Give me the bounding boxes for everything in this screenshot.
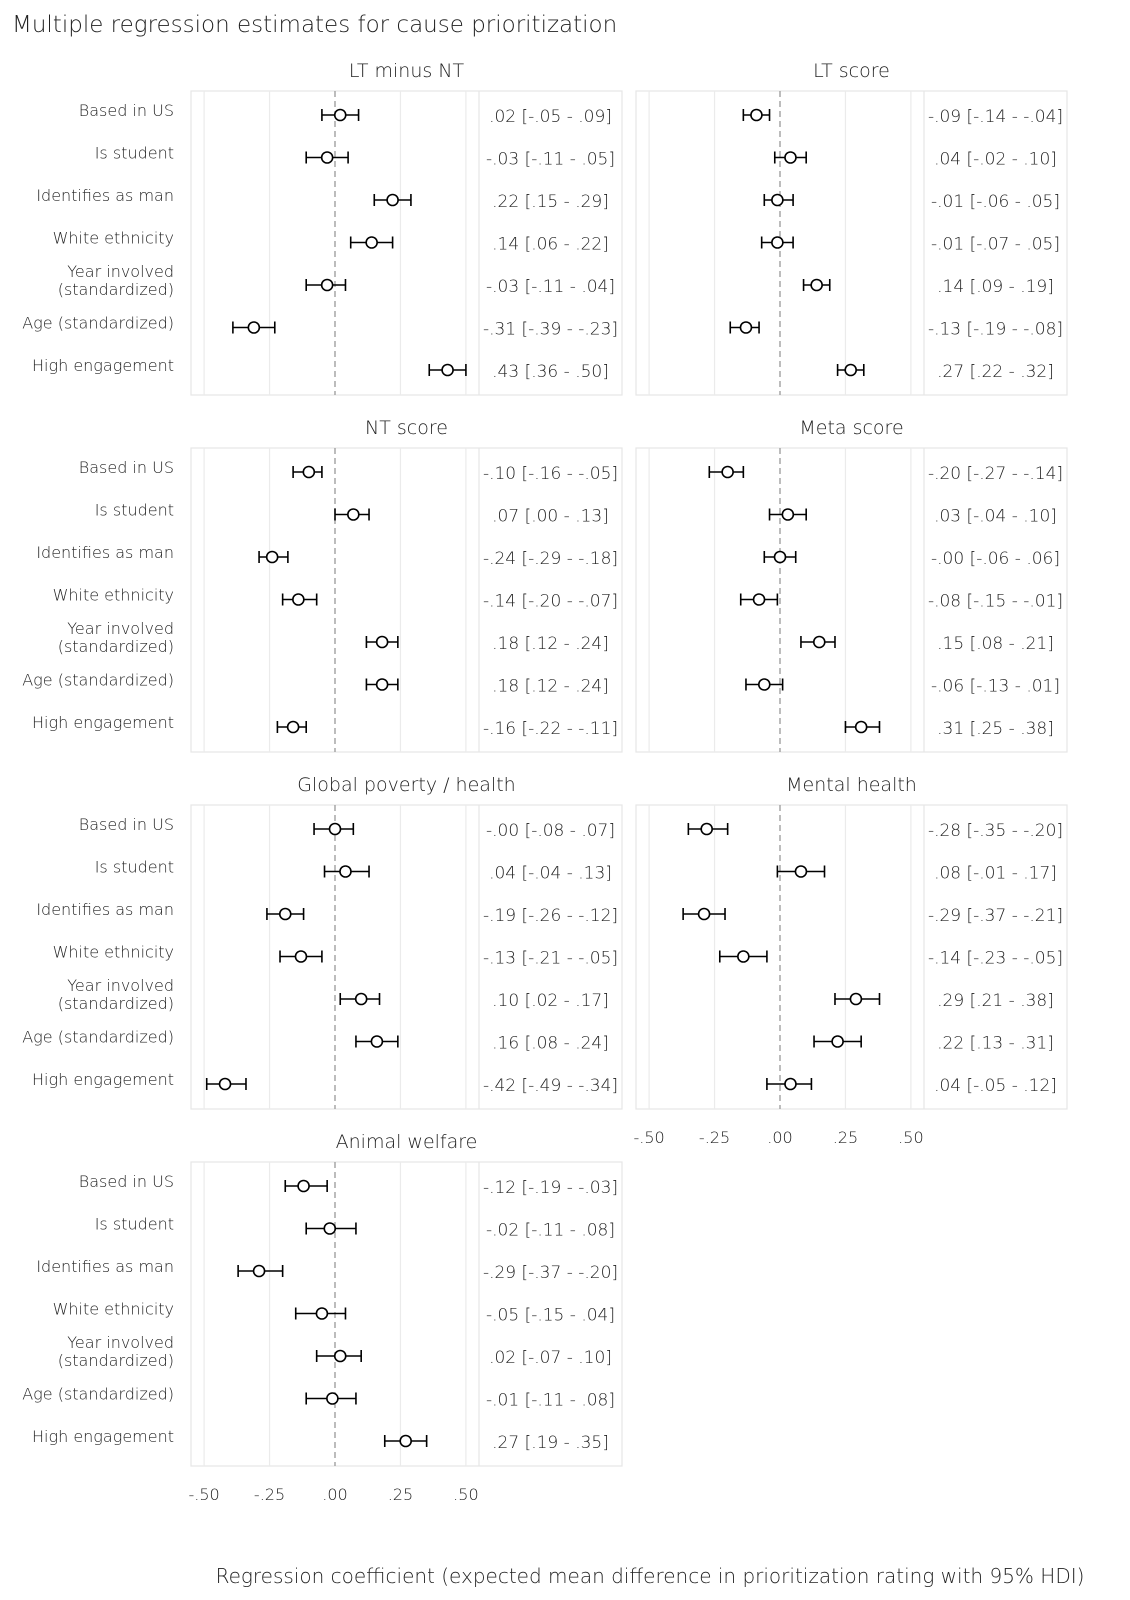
estimate-value-label: -.00 [-.06 - .06] — [931, 549, 1060, 569]
point-estimate — [701, 824, 712, 835]
panel-animal-welfare — [22, 1131, 622, 1466]
estimate-value-label: -.08 [-.15 - -.01] — [927, 591, 1064, 612]
estimate-value-label: .43 [.36 - .50] — [492, 362, 609, 382]
estimate-value-label: -.01 [-.11 - .08] — [486, 1390, 615, 1411]
estimate-value-label: .22 [.15 - .29] — [492, 192, 609, 212]
estimate-value-label: .16 [.08 - .24] — [492, 1033, 609, 1054]
estimate-value-label: -.01 [-.07 - .05] — [931, 234, 1060, 255]
panel-title: Meta score — [799, 417, 904, 439]
x-tick-label: .25 — [387, 1485, 414, 1504]
predictor-label: Age (standardized) — [22, 313, 174, 333]
point-estimate — [400, 1436, 411, 1447]
point-estimate — [335, 1351, 346, 1362]
estimate-value-label: .29 [.21 - .38] — [937, 991, 1054, 1011]
estimate-value-label: .15 [.08 - .21] — [937, 634, 1054, 654]
point-estimate — [316, 1308, 327, 1319]
point-estimate — [845, 365, 856, 376]
estimate-value-label: .14 [.09 - .19] — [937, 277, 1054, 297]
x-axis-right — [633, 1128, 923, 1147]
point-estimate — [254, 1266, 265, 1277]
panel-nt-score — [22, 417, 622, 752]
estimate-value-label: .02 [-.07 - .10] — [489, 1348, 612, 1368]
predictor-label: Age (standardized) — [22, 1384, 174, 1404]
estimate-value-label: .31 [.25 - .38] — [937, 719, 1054, 739]
point-estimate — [699, 909, 710, 920]
point-estimate — [295, 951, 306, 962]
estimate-value-label: -.20 [-.27 - -.14] — [927, 464, 1064, 484]
x-tick-label: -.25 — [253, 1485, 286, 1504]
figure-title: Multiple regression estimates for cause prioritization — [12, 12, 618, 38]
estimate-value-label: .04 [-.02 - .10] — [934, 149, 1057, 170]
panel-title: Animal welfare — [335, 1131, 478, 1153]
estimate-value-label: -.24 [-.29 - -.18] — [482, 549, 619, 569]
point-estimate — [327, 1393, 338, 1404]
estimate-value-label: -.09 [-.14 - -.04] — [927, 107, 1064, 127]
point-estimate — [220, 1079, 231, 1090]
estimate-value-label: .03 [-.04 - .10] — [934, 506, 1057, 527]
point-estimate — [377, 679, 388, 690]
predictor-label: Is student — [94, 143, 174, 163]
estimate-value-label: -.00 [-.08 - .07] — [486, 821, 615, 841]
panel-global-poverty-health — [22, 774, 622, 1109]
point-estimate — [248, 322, 259, 333]
panel-title: LT score — [813, 60, 890, 82]
point-estimate — [288, 722, 299, 733]
predictor-label: High engagement — [32, 1070, 174, 1089]
panel-title: NT score — [365, 417, 448, 439]
point-estimate — [348, 509, 359, 520]
point-estimate — [751, 110, 762, 121]
point-estimate — [298, 1181, 309, 1192]
point-estimate — [775, 552, 786, 563]
panels-group — [22, 60, 1067, 1466]
point-estimate — [322, 280, 333, 291]
point-estimate — [442, 365, 453, 376]
estimate-value-label: .18 [.12 - .24] — [492, 676, 609, 697]
estimate-value-label: .27 [.19 - .35] — [492, 1433, 609, 1453]
predictor-label: Is student — [94, 500, 174, 520]
predictor-label: White ethnicity — [52, 585, 174, 605]
estimate-value-label: .22 [.13 - .31] — [937, 1033, 1054, 1054]
estimate-value-label: -.19 [-.26 - -.12] — [482, 906, 619, 926]
x-tick-label: .00 — [322, 1485, 348, 1504]
panel-title: LT minus NT — [348, 60, 465, 82]
point-estimate — [293, 594, 304, 605]
point-estimate — [366, 237, 377, 248]
point-estimate — [795, 866, 806, 877]
estimate-value-label: -.31 [-.39 - -.23] — [482, 319, 619, 340]
point-estimate — [335, 110, 346, 121]
predictor-label: Year involved (standardized) — [57, 1333, 174, 1370]
predictor-label: Age (standardized) — [22, 1027, 174, 1047]
point-estimate — [340, 866, 351, 877]
estimate-value-label: -.03 [-.11 - .04] — [486, 277, 615, 297]
predictor-label: Is student — [94, 1214, 174, 1234]
estimate-value-label: -.14 [-.23 - -.05] — [927, 948, 1064, 969]
predictor-label: Based in US — [78, 101, 174, 120]
predictor-label: High engagement — [32, 1427, 174, 1446]
point-estimate — [785, 152, 796, 163]
estimate-value-label: -.01 [-.06 - .05] — [931, 192, 1060, 212]
predictor-label: White ethnicity — [52, 228, 174, 248]
panel-meta-score — [636, 417, 1067, 752]
estimate-value-label: -.05 [-.15 - .04] — [486, 1305, 615, 1326]
x-axis-title: Regression coefficient (expected mean difference in prioritization rating with 95% HDI) — [215, 1564, 1085, 1588]
point-estimate — [785, 1079, 796, 1090]
x-tick-label: .50 — [453, 1485, 479, 1504]
estimate-value-label: .07 [.00 - .13] — [492, 506, 609, 527]
point-estimate — [722, 467, 733, 478]
point-estimate — [850, 994, 861, 1005]
predictor-label: Year involved (standardized) — [57, 619, 174, 656]
estimate-value-label: -.29 [-.37 - -.21] — [927, 906, 1064, 926]
estimate-value-label: .27 [.22 - .32] — [937, 362, 1054, 382]
predictor-label: Identifies as man — [36, 543, 174, 562]
predictor-label: Based in US — [78, 458, 174, 477]
predictor-label: High engagement — [32, 713, 174, 732]
estimate-value-label: -.02 [-.11 - .08] — [486, 1220, 615, 1241]
estimate-value-label: .04 [-.05 - .12] — [934, 1076, 1057, 1096]
estimate-value-label: -.13 [-.19 - -.08] — [927, 319, 1064, 340]
point-estimate — [356, 994, 367, 1005]
estimate-value-label: -.13 [-.21 - -.05] — [482, 948, 619, 969]
panel-lt-score — [636, 60, 1067, 395]
predictor-label: Identifies as man — [36, 900, 174, 919]
predictor-label: Based in US — [78, 1172, 174, 1191]
x-tick-label: -.50 — [188, 1485, 220, 1504]
x-axis-left — [188, 1485, 478, 1504]
predictor-label: Year involved (standardized) — [57, 976, 174, 1013]
estimate-value-label: -.03 [-.11 - .05] — [486, 149, 615, 170]
estimate-value-label: .14 [.06 - .22] — [492, 234, 609, 255]
estimate-value-label: -.29 [-.37 - -.20] — [482, 1263, 619, 1283]
estimate-value-label: -.42 [-.49 - -.34] — [482, 1076, 619, 1096]
estimate-value-label: -.12 [-.19 - -.03] — [482, 1178, 619, 1198]
point-estimate — [832, 1036, 843, 1047]
x-tick-label: .50 — [898, 1128, 924, 1147]
x-tick-label: -.50 — [633, 1128, 665, 1147]
estimate-value-label: .10 [.02 - .17] — [492, 991, 609, 1011]
point-estimate — [738, 951, 749, 962]
estimate-value-label: -.14 [-.20 - -.07] — [482, 591, 619, 612]
estimate-value-label: .18 [.12 - .24] — [492, 634, 609, 654]
x-tick-label: .25 — [832, 1128, 859, 1147]
predictor-label: White ethnicity — [52, 942, 174, 962]
predictor-label: Is student — [94, 857, 174, 877]
predictor-label: White ethnicity — [52, 1299, 174, 1319]
point-estimate — [754, 594, 765, 605]
point-estimate — [856, 722, 867, 733]
point-estimate — [759, 679, 770, 690]
panel-title: Global poverty / health — [297, 774, 516, 796]
estimate-value-label: .08 [-.01 - .17] — [934, 863, 1057, 884]
estimate-value-label: -.10 [-.16 - -.05] — [482, 464, 619, 484]
estimate-value-label: -.28 [-.35 - -.20] — [927, 821, 1064, 841]
point-estimate — [280, 909, 291, 920]
panel-mental-health — [636, 774, 1067, 1109]
panel-title: Mental health — [786, 774, 917, 796]
point-estimate — [267, 552, 278, 563]
panel-lt-minus-nt — [22, 60, 622, 395]
point-estimate — [814, 637, 825, 648]
estimate-value-label: -.16 [-.22 - -.11] — [482, 719, 619, 739]
predictor-label: High engagement — [32, 356, 174, 375]
point-estimate — [387, 195, 398, 206]
x-tick-label: -.25 — [698, 1128, 731, 1147]
point-estimate — [782, 509, 793, 520]
point-estimate — [371, 1036, 382, 1047]
predictor-label: Based in US — [78, 815, 174, 834]
point-estimate — [377, 637, 388, 648]
estimate-value-label: .04 [-.04 - .13] — [489, 863, 612, 884]
predictor-label: Identifies as man — [36, 186, 174, 205]
point-estimate — [811, 280, 822, 291]
point-estimate — [330, 824, 341, 835]
estimate-value-label: -.06 [-.13 - .01] — [931, 676, 1060, 697]
predictor-label: Year involved (standardized) — [57, 262, 174, 299]
point-estimate — [324, 1223, 335, 1234]
estimate-value-label: .02 [-.05 - .09] — [489, 107, 612, 127]
point-estimate — [772, 195, 783, 206]
predictor-label: Identifies as man — [36, 1257, 174, 1276]
predictor-label: Age (standardized) — [22, 670, 174, 690]
point-estimate — [322, 152, 333, 163]
x-tick-label: .00 — [767, 1128, 793, 1147]
point-estimate — [740, 322, 751, 333]
point-estimate — [303, 467, 314, 478]
point-estimate — [772, 237, 783, 248]
